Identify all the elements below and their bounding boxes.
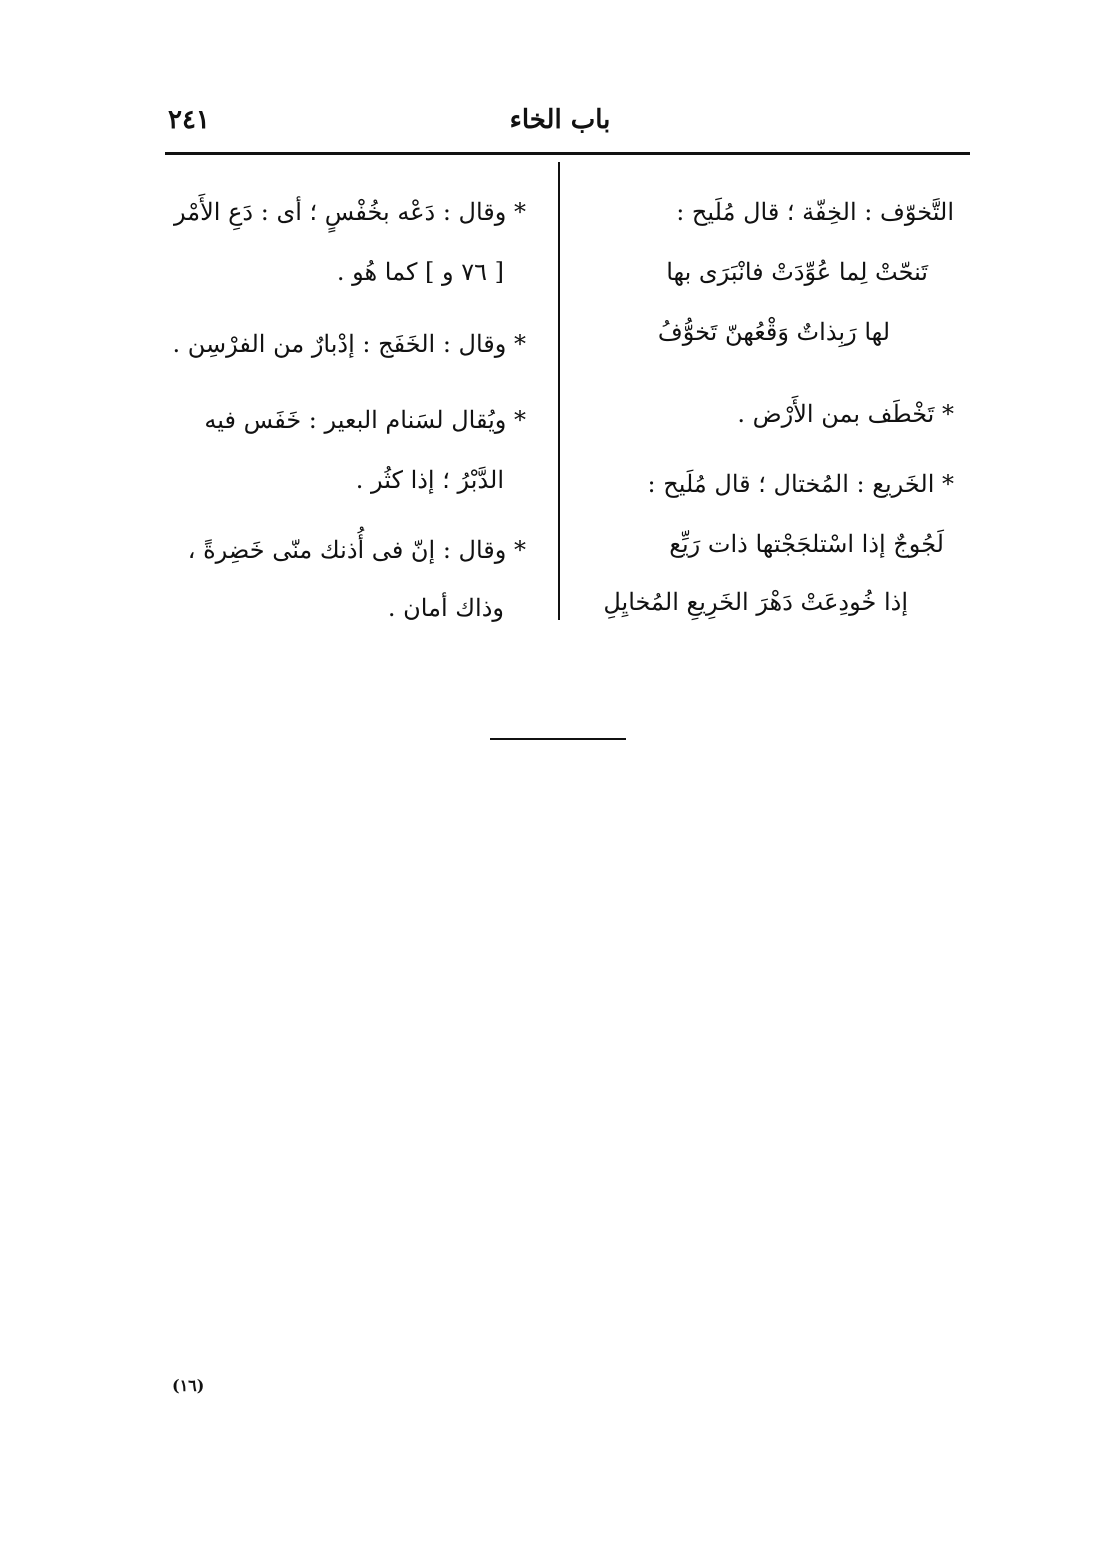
text-line: * ويُقال لسَنام البعير : خَفَس فيه [204, 406, 526, 434]
signature-mark: (١٦) [172, 1376, 205, 1395]
verse-line: إذا خُودِعَتْ دَهْرَ الخَرِيعِ المُخايِلِ [603, 588, 908, 616]
verse-line: تَنحّتْ لِما عُوِّدَتْ فانْبَرَى بها [666, 258, 928, 286]
column-divider [558, 162, 560, 620]
section-end-rule [490, 738, 626, 740]
verse-line: لَجُوجٌ إذا اسْتلجَجْتها ذات رَيِّع [669, 530, 944, 558]
page-number: ٢٤١ [168, 105, 210, 135]
verse-line: لها رَبِذاتٌ وَقْعُهنّ تَخوُّفُ [657, 318, 890, 346]
text-line: * الخَريع : المُختال ؛ قال مُلَيح : [647, 470, 954, 498]
text-line: * وقال : الخَفَج : إدْبارٌ من الفرْسِن . [172, 330, 526, 358]
text-line: التَّخوّف : الخِفّة ؛ قال مُلَيح : [676, 198, 954, 226]
text-line: * وقال : دَعْه بخُفْسٍ ؛ أى : دَعِ الأَمْر [174, 198, 526, 226]
text-line: * وقال : إنّ فى أُذنك منّى خَضِرةً ، [187, 536, 526, 564]
text-line: وذاك أمان . [387, 594, 504, 622]
text-line: [ ٧٦ و ] كما هُو . [336, 258, 504, 286]
text-line: * تَخْطَف بمن الأَرْض . [737, 400, 954, 428]
text-line: الدَّبْرُ ؛ إذا كثُر . [355, 466, 504, 494]
page-header-title: باب الخاء [509, 105, 611, 135]
header-rule [165, 152, 970, 155]
